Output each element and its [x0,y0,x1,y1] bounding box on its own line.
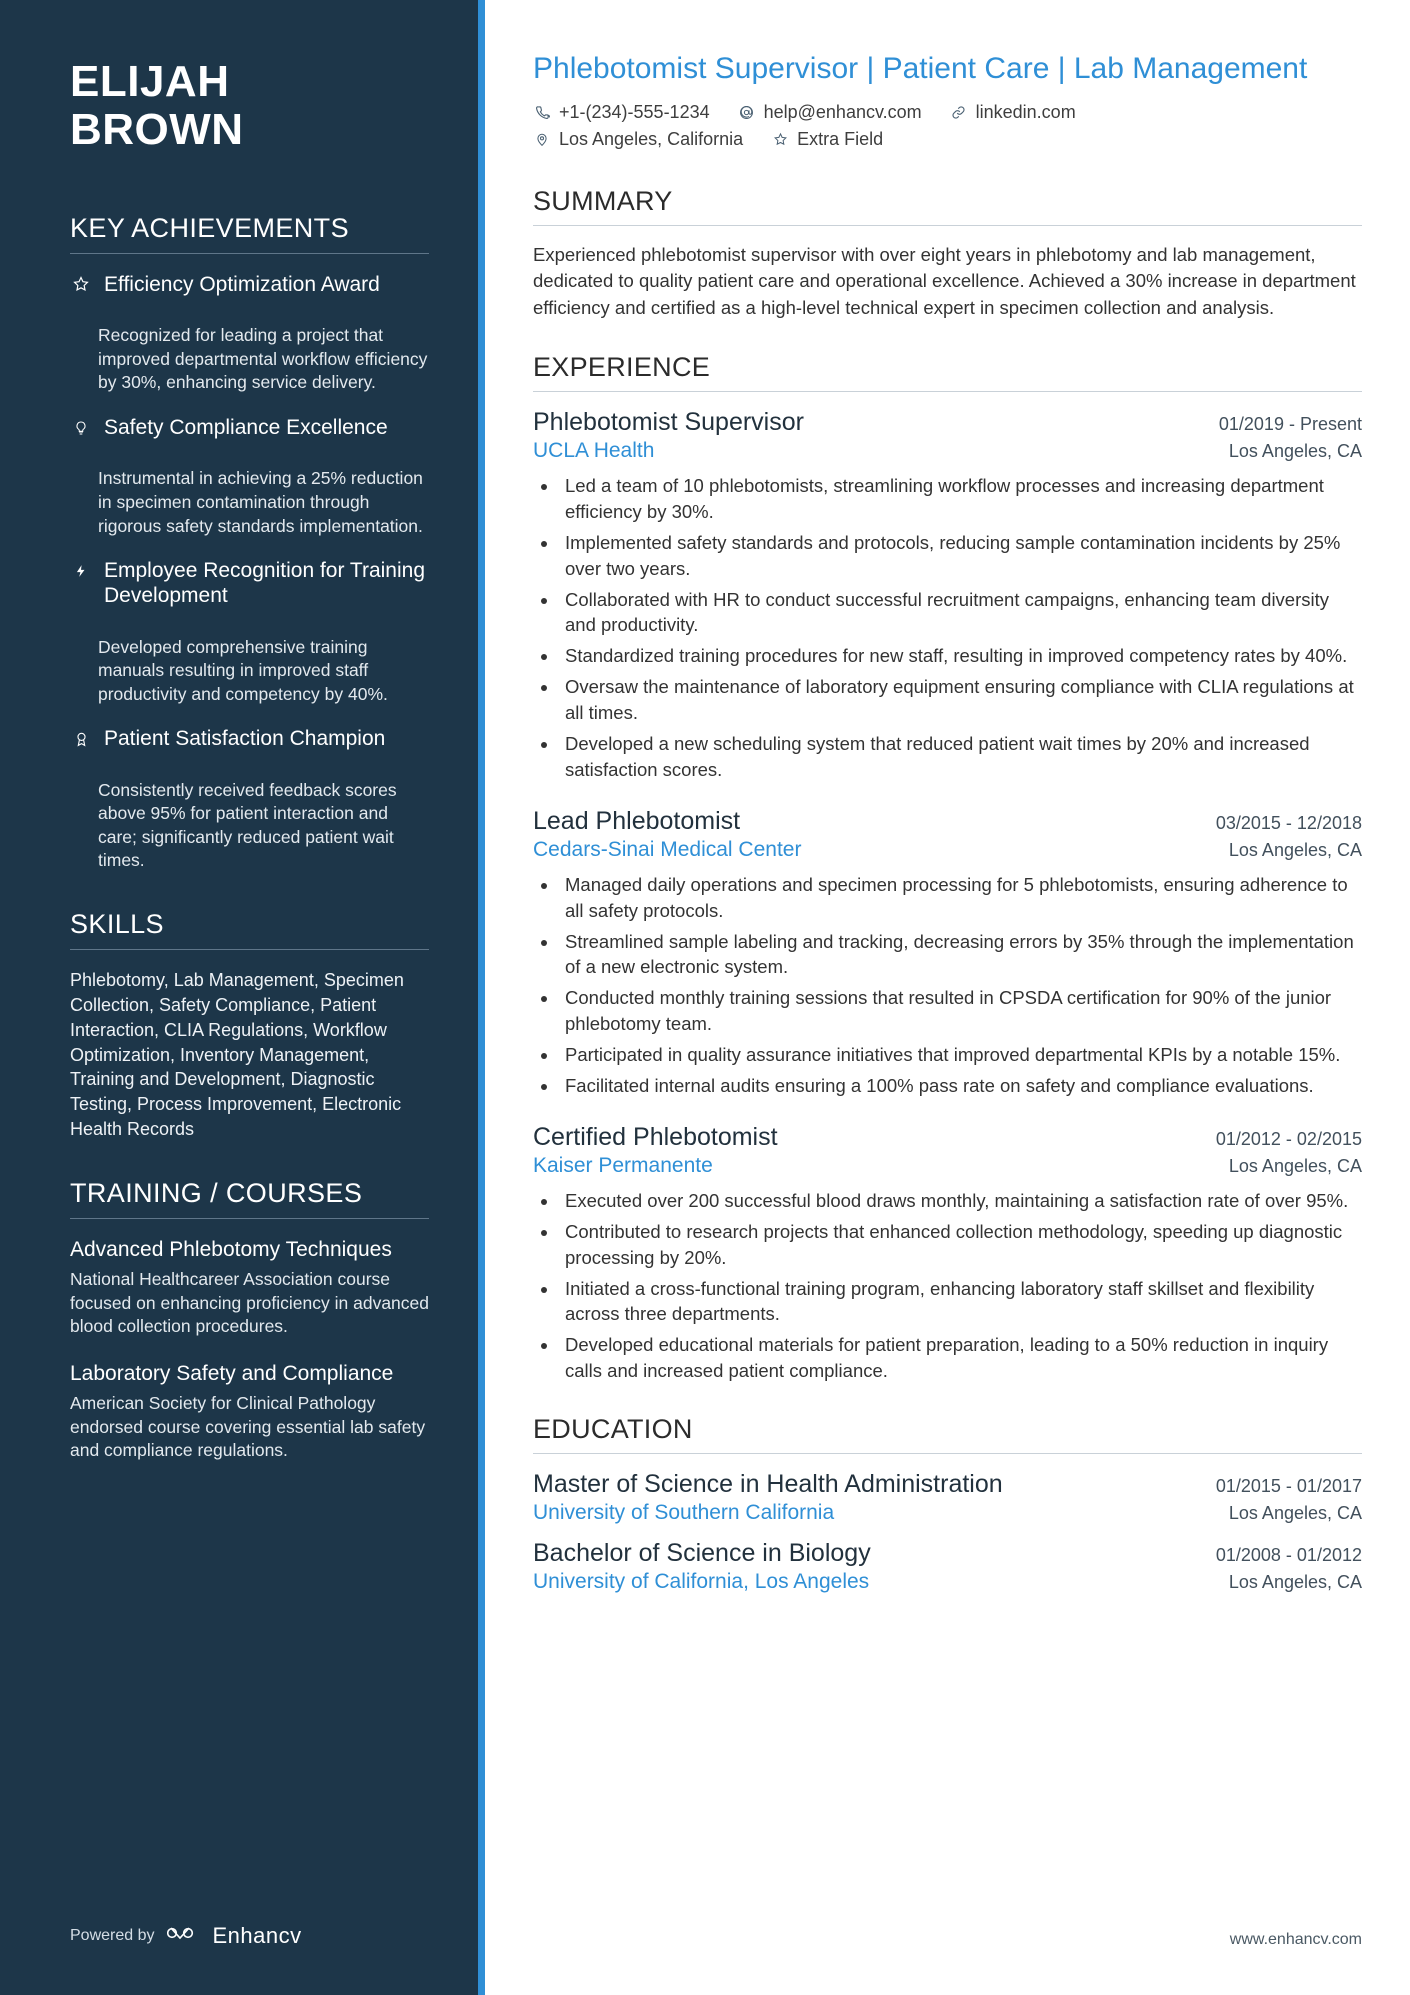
job-bullet: • Initiated a cross-functional training program, enhancing laboratory staff skillset and flexibility across three departments. [559,1276,1362,1328]
contact-email [738,102,922,123]
link-icon [950,105,968,120]
location-icon [533,132,551,147]
training-courses-section [70,1178,429,1575]
experience-section [533,352,1362,1384]
job-organization[interactable]: UCLA Health [533,438,655,462]
school-name[interactable]: University of Southern California [533,1501,835,1525]
contact-linkedin-text[interactable]: linkedin.com [975,101,1076,122]
job-organization[interactable]: Kaiser Permanente [533,1153,713,1177]
achievement-desc: Consistently received feedback scores above 95% for patient interaction and care; significantly reduced patient wait times. [98,779,397,871]
contact-location-text: Los Angeles, California [559,128,744,149]
enhancv-logo-icon [167,1922,201,1949]
degree-title: Master of Science in Health Administration [533,1470,1003,1499]
education-section [533,1414,1362,1594]
course-title: Advanced Phlebotomy Techniques [70,1237,392,1261]
course-title: Laboratory Safety and Compliance [70,1361,394,1385]
contact-linkedin[interactable] [950,102,1076,123]
powered-by-footer [70,1922,302,1949]
job-date: 01/2019 - Present [1218,413,1362,434]
degree-title: Bachelor of Science in Biology [533,1539,871,1568]
sidebar [0,0,485,1995]
achievement-title: Efficiency Optimization Award [104,273,380,297]
education-title: EDUCATION [533,1414,1362,1454]
job-bullet: • Facilitated internal audits ensuring a 100% pass rate on safety and compliance evaluations. [559,1073,1362,1099]
summary-text: Experienced phlebotomist supervisor with over eight years in phlebotomy and lab management, dedicated to quality patient care and operational excellence. Achieved a 30% increase in department efficiency and certified as a high-level technical expert in specimen collection and analysis. [533,243,1356,319]
course-desc: American Society for Clinical Pathology endorsed course covering essential lab safety and compliance regulations. [70,1393,426,1461]
star-badge-icon [70,272,92,304]
candidate-name [70,58,429,153]
job-location: Los Angeles, CA [1228,839,1362,860]
achievement-desc: Developed comprehensive training manuals resulting in improved staff productivity and competency by 40%. [98,636,388,704]
job-title: Phlebotomist Supervisor [533,407,804,436]
school-location: Los Angeles, CA [1228,1503,1362,1524]
job-bullet: • Streamlined sample labeling and tracking, decreasing errors by 35% through the implementation of a new electronic system. [559,929,1362,981]
achievement-title: Employee Recognition for Training Development [104,559,426,608]
training-courses-title: TRAINING / COURSES [70,1178,429,1219]
summary-title: SUMMARY [533,186,1362,226]
education-item [533,1539,1362,1594]
school-location: Los Angeles, CA [1228,1572,1362,1593]
skills-section [70,909,429,1142]
job-bullets [559,1188,1362,1384]
job-bullet: • Led a team of 10 phlebotomists, streamlining workflow processes and increasing department efficiency by 30%. [559,473,1362,525]
job-bullet: • Conducted monthly training sessions that resulted in CPSDA certification for 90% of the junior phlebotomy team. [559,985,1362,1037]
candidate-last-name: BROWN [70,104,244,154]
email-icon [738,105,756,120]
job-bullet: • Standardized training procedures for new staff, resulting in improved competency rates by 40%. [559,643,1362,669]
contact-phone [533,102,710,123]
job-bullet: • Developed a new scheduling system that reduced patient wait times by 20% and increased satisfaction scores. [559,731,1362,783]
contact-phone-text: +1-(234)-555-1234 [559,101,710,122]
job-bullets [559,872,1362,1099]
contact-list [533,102,1173,150]
job-bullets [559,473,1362,783]
experience-item [533,807,1362,1099]
job-title: Lead Phlebotomist [533,806,741,835]
course-desc: National Healthcareer Association course focused on enhancing proficiency in advanced blood collection procedures. [70,1269,429,1337]
skills-title: SKILLS [70,909,429,950]
job-bullet: • Oversaw the maintenance of laboratory equipment ensuring compliance with CLIA regulations at all times. [559,674,1362,726]
job-bullet: • Executed over 200 successful blood draws monthly, maintaining a satisfaction rate of over 95%. [559,1188,1362,1214]
star-icon [771,132,789,147]
job-bullet: • Contributed to research projects that enhanced collection methodology, speeding up diagnostic processing by 20%. [559,1219,1362,1271]
job-date: 03/2015 - 12/2018 [1215,812,1362,833]
job-bullet: • Managed daily operations and specimen processing for 5 phlebotomists, ensuring adherence to all safety protocols. [559,872,1362,924]
degree-date: 01/2015 - 01/2017 [1215,1476,1362,1497]
main-content [485,0,1410,1995]
job-bullet: • Collaborated with HR to conduct successful recruitment campaigns, enhancing team diversity and productivity. [559,587,1362,639]
achievement-title: Safety Compliance Excellence [104,416,388,440]
contact-extra-field [771,129,883,150]
contact-email-text[interactable]: help@enhancv.com [763,101,922,122]
degree-date: 01/2008 - 01/2012 [1215,1545,1362,1566]
headline: Phlebotomist Supervisor | Patient Care | Lab Management [533,52,1308,85]
job-title: Certified Phlebotomist [533,1122,778,1151]
candidate-first-name: ELIJAH [70,57,230,106]
school-name[interactable]: University of California, Los Angeles [533,1570,870,1594]
website-footer: www.enhancv.com [1229,1931,1362,1948]
job-organization[interactable]: Cedars-Sinai Medical Center [533,837,802,861]
experience-item [533,408,1362,783]
job-bullet: • Implemented safety standards and protocols, reducing sample contamination incidents by 25% over two years. [559,530,1362,582]
achievement-item [70,726,429,758]
course-item [70,1361,429,1463]
key-achievements-title: KEY ACHIEVEMENTS [70,213,429,254]
achievement-desc: Instrumental in achieving a 25% reduction in specimen contamination through rigorous safety standards implementation. [98,468,423,536]
job-location: Los Angeles, CA [1228,1155,1362,1176]
achievement-desc: Recognized for leading a project that improved departmental workflow efficiency by 30%, enhancing service delivery. [98,325,428,393]
phone-icon [533,105,551,120]
job-bullet: • Developed educational materials for patient preparation, leading to a 50% reduction in inquiry calls and increased patient compliance. [559,1332,1362,1384]
course-item [70,1237,429,1339]
lightbulb-icon [70,415,92,447]
contact-extra-field-text: Extra Field [797,128,884,149]
award-ribbon-icon [70,726,92,758]
job-location: Los Angeles, CA [1228,440,1362,461]
experience-item [533,1123,1362,1384]
key-achievements-section [70,213,429,873]
achievement-item [70,415,429,447]
experience-title: EXPERIENCE [533,352,1362,392]
powered-by-label: Powered by [70,1926,155,1944]
contact-location [533,129,743,150]
job-date: 01/2012 - 02/2015 [1215,1128,1362,1149]
skills-list: Phlebotomy, Lab Management, Specimen Collection, Safety Compliance, Patient Interaction, CLIA Regulations, Workflow Optimization, Inventory Management, Training and Development, Diagnostic Testing, Process Improvement, Electronic Health Records [70,970,404,1140]
education-item [533,1470,1362,1525]
job-bullet: • Participated in quality assurance initiatives that improved departmental KPIs by a notable 15%. [559,1042,1362,1068]
brand-name: Enhancv [212,1922,302,1948]
achievement-item [70,272,429,304]
achievement-title: Patient Satisfaction Champion [104,727,386,751]
summary-section [533,186,1362,322]
bolt-icon [70,558,92,615]
achievement-item [70,558,429,615]
